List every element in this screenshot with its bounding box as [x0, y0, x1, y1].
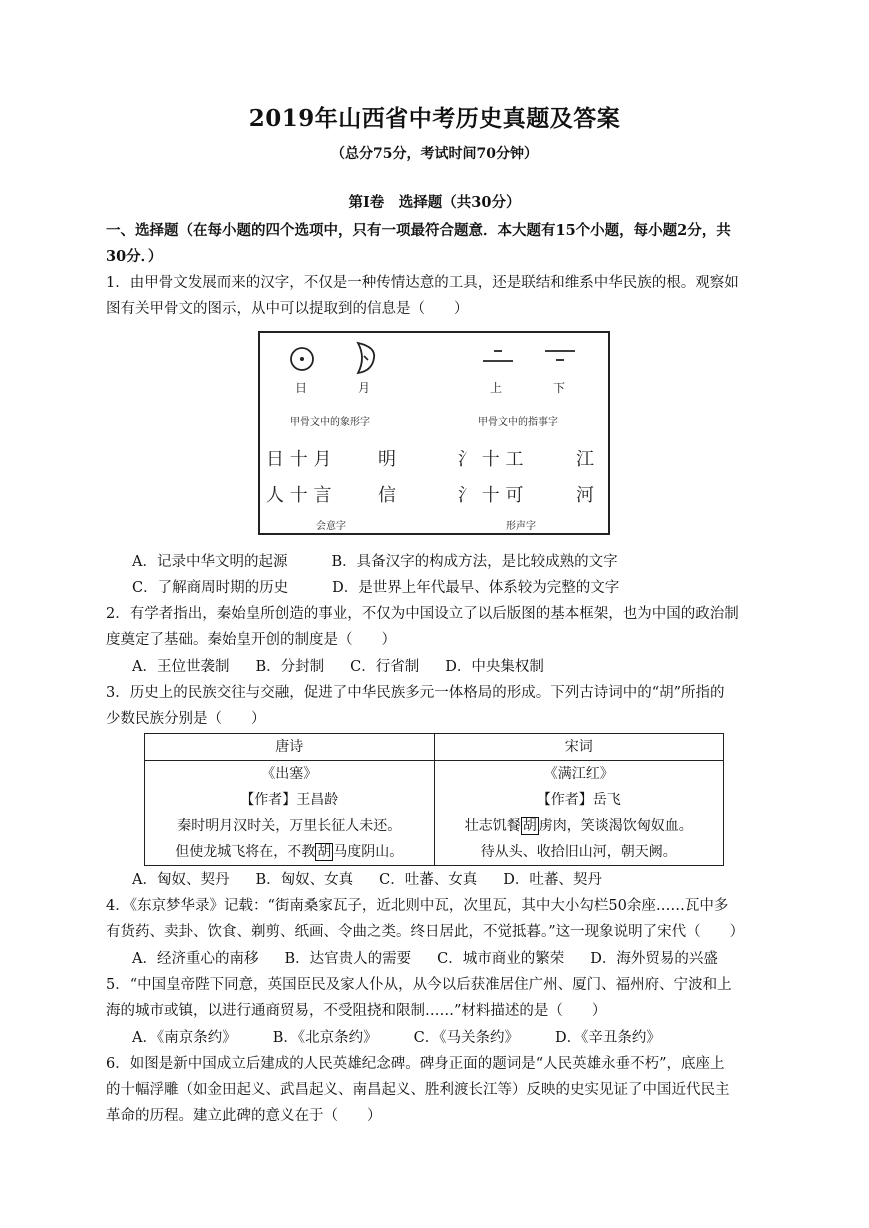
caption-indicative: 甲骨文中的指事字 [478, 417, 558, 428]
q5-option-a[interactable]: A．《南京条约》 [132, 1030, 237, 1046]
q1-options-row-1 [132, 552, 792, 572]
q1-options-row-2 [132, 578, 792, 598]
poems-table-body-row [145, 761, 724, 866]
sun-glyph-icon [288, 345, 316, 373]
q1-option-a[interactable]: A．记录中华文明的起源 [132, 554, 288, 570]
compound-row1-left-result: 明 [378, 449, 396, 470]
q2-option-d[interactable]: D．中央集权制 [445, 659, 544, 675]
xia-glyph-icon [542, 345, 578, 369]
compound-row2-left-result: 信 [378, 485, 396, 506]
q6-stem-line-2: 的十幅浮雕（如金田起义、武昌起义、南昌起义、胜利渡长江等）反映的史实见证了中国近代民主 [106, 1082, 730, 1098]
q5-option-c[interactable]: C．《马关条约》 [413, 1030, 519, 1046]
q2-option-a[interactable]: A．王位世袭制 [132, 659, 230, 675]
moon-glyph-icon [352, 341, 378, 375]
oracle-bone-figure [258, 331, 610, 535]
tang-line2-part-b: 马度阴山。 [333, 844, 404, 860]
song-ci-line-1 [435, 813, 724, 839]
q3-option-c[interactable]: C．吐蕃、女真 [379, 872, 478, 888]
compound-row2-right: 氵 十 可 [458, 485, 524, 506]
q2-stem-line-2: 度奠定了基础。秦始皇开创的制度是（ ） [106, 632, 396, 648]
q6-stem-line-3: 革命的历程。建立此碑的意义在于（ ） [106, 1108, 382, 1124]
caption-phonetic: 形声字 [506, 521, 536, 532]
song-boxed-hu: 胡 [522, 818, 537, 834]
q4-stem-line-1: 4．《东京梦华录》记载：“街南桑家瓦子，近北则中瓦，次里瓦，其中大小勾栏50余座……瓦中多 [106, 898, 729, 914]
compound-row2-right-result: 河 [576, 485, 594, 506]
song-ci-title: 《满江红》 [543, 766, 614, 782]
shang-glyph-icon [480, 345, 516, 369]
q5-options [132, 1028, 792, 1048]
q5-stem-line-1: 5．“中国皇帝陛下同意，英国臣民及家人仆从，从今以后获准居住广州、厦门、福州府、宁波和上 [106, 977, 732, 993]
q3-stem-line-2: 少数民族分别是（ ） [106, 711, 266, 727]
q4-options [132, 949, 792, 969]
tang-boxed-hu: 胡 [317, 844, 332, 860]
tang-poem-line-2 [145, 839, 434, 865]
q3-option-b[interactable]: B．匈奴、女真 [255, 872, 354, 888]
q5-option-b[interactable]: B．《北京条约》 [272, 1030, 378, 1046]
q1-stem-line-2: 图有关甲骨文的图示，从中可以提取到的信息是（ ） [106, 301, 469, 317]
tang-poem-title: 《出塞》 [261, 766, 318, 782]
song-line1-part-a: 壮志饥餐 [464, 818, 521, 834]
q4-option-a[interactable]: A．经济重心的南移 [132, 951, 259, 967]
tang-poem-line-1: 秦时明月汉时关，万里长征人未还。 [177, 818, 402, 834]
compound-row1-right-result: 江 [576, 449, 594, 470]
q3-stem-line-1: 3．历史上的民族交往与交融，促进了中华民族多元一体格局的形成。下列古诗词中的“胡”所指的 [106, 685, 725, 701]
tang-poem-cell [145, 761, 435, 866]
q2-option-c[interactable]: C．行省制 [350, 659, 420, 675]
caption-pictographic: 甲骨文中的象形字 [290, 417, 370, 428]
page-title: 2019年山西省中考历史真题及答案 [248, 105, 621, 132]
label-ri: 日 [295, 381, 308, 395]
song-line1-part-b: 虏肉，笑谈渴饮匈奴血。 [538, 818, 693, 834]
q3-option-d[interactable]: D．吐蕃、契丹 [503, 872, 602, 888]
compound-row1-left: 日 十 月 [266, 449, 332, 470]
q1-option-c[interactable]: C．了解商周时期的历史 [132, 580, 289, 596]
q2-options [132, 657, 792, 677]
q6-stem-line-1: 6．如图是新中国成立后建成的人民英雄纪念碑。碑身正面的题词是“人民英雄永垂不朽”，底座上 [106, 1056, 725, 1072]
q2-option-b[interactable]: B．分封制 [255, 659, 325, 675]
instructions-line-2: 30分．） [106, 248, 163, 265]
page-subtitle: （总分75分，考试时间70分钟） [331, 146, 538, 162]
compound-row2-left: 人 十 言 [266, 485, 332, 506]
tang-line2-part-a: 但使龙城飞将在，不教 [175, 844, 316, 860]
label-yue: 月 [358, 381, 371, 395]
q3-option-a[interactable]: A．匈奴、契丹 [132, 872, 230, 888]
q4-option-d[interactable]: D．海外贸易的兴盛 [590, 951, 718, 967]
q1-stem-line-1: 1．由甲骨文发展而来的汉字，不仅是一种传情达意的工具，还是联结和维系中华民族的根。观察如 [106, 275, 739, 291]
section-title: 第Ⅰ卷 选择题（共30分） [348, 194, 521, 211]
q5-stem-line-2: 海的城市或镇，以进行通商贸易，不受阻挠和限制……”材料描述的是（ ） [106, 1003, 607, 1019]
song-ci-line-2: 待从头、收拾旧山河，朝天阙。 [480, 844, 677, 860]
label-shang: 上 [490, 381, 503, 395]
q1-option-b[interactable]: B．具备汉字的构成方法，是比较成熟的文字 [331, 554, 618, 570]
table-header-tang: 唐诗 [145, 734, 435, 761]
q3-options [132, 870, 792, 890]
song-ci-cell [434, 761, 724, 866]
q5-option-d[interactable]: D．《辛丑条约》 [555, 1030, 661, 1046]
q4-option-b[interactable]: B．达官贵人的需要 [284, 951, 412, 967]
q4-option-c[interactable]: C．城市商业的繁荣 [437, 951, 565, 967]
label-xia: 下 [553, 381, 566, 395]
tang-poem-author: 【作者】王昌龄 [240, 792, 339, 808]
poems-table-header-row [145, 734, 724, 761]
q4-stem-line-2: 有货药、卖卦、饮食、剃剪、纸画、令曲之类。终日居此，不觉抵暮。”这一现象说明了宋代（ ） [106, 924, 745, 940]
caption-ideographic: 会意字 [316, 521, 346, 532]
poems-table [144, 733, 724, 866]
table-header-song: 宋词 [434, 734, 724, 761]
q2-stem-line-1: 2．有学者指出，秦始皇所创造的事业，不仅为中国设立了以后版图的基本框架，也为中国的政治制 [106, 606, 739, 622]
instructions-line-1: 一、选择题（在每小题的四个选项中，只有一项最符合题意．本大题有15个小题，每小题2分，共 [106, 222, 731, 239]
q1-option-d[interactable]: D．是世界上年代最早、体系较为完整的文字 [332, 580, 620, 596]
song-ci-author: 【作者】岳飞 [536, 792, 621, 808]
compound-row1-right: 氵 十 工 [458, 449, 524, 470]
